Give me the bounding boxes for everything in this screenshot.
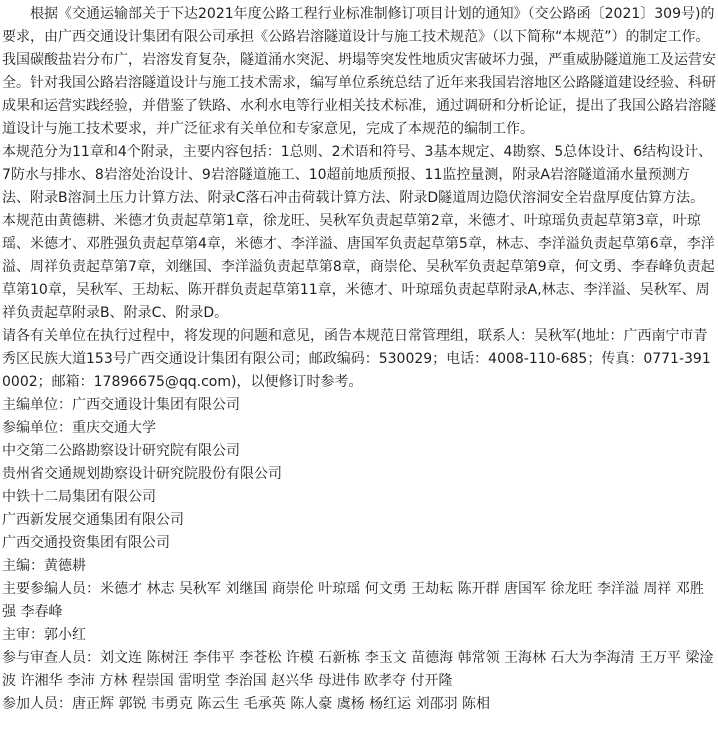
participating-unit-line-2: 中交第二公路勘察设计研究院有限公司: [2, 443, 240, 459]
participating-unit-line-6: 广西交通投资集团有限公司: [2, 535, 170, 551]
paragraph-feedback-contact: 请各有关单位在执行过程中，将发现的问题和意见，函告本规范日常管理组，联系人：吴秋军(地址：广西南宁市青秀区民族大道153号广西交通设计集团有限公司；邮政编码：530029；电话：4008-110-685；传真：0771-3910002；邮箱：17896675@qq.com)，以便修订时参考。: [2, 328, 711, 390]
participating-unit-line-4: 中铁十二局集团有限公司: [2, 489, 156, 505]
paragraph-contents-overview: 本规范分为11章和4个附录，主要内容包括：1总则、2术语和符号、3基本规定、4勘察、5总体设计、6结构设计、7防水与排水、8岩溶处治设计、9岩溶隧道施工、10超前地质预报、11监控量测，附录A岩溶隧道涌水量预测方法、附录B溶洞土压力计算方法、附录C落石冲击荷载计算方法、附录D隧道周边隐伏溶洞安全岩盘厚度估算方法。: [2, 144, 713, 206]
participating-unit-line-3: 贵州省交通规划勘察设计研究院股份有限公司: [2, 466, 282, 482]
review-participants-line: 参与审查人员：刘文连 陈树汪 李伟平 李苍松 许模 石新栋 李玉文 苗德海 韩常领 王海林 石大为李海清 王万平 梁淦波 许湘华 李沛 方林 程崇国 雷明堂 李治国 赵兴华 母进伟 欧孝夺 付开隆: [2, 650, 714, 689]
attendees-line: 参加人员：唐正辉 郭锐 韦勇克 陈云生 毛承英 陈人豪 虞杨 杨红运 刘邵羽 陈相: [2, 696, 491, 712]
chief-reviewer-line: 主审：郭小红: [2, 627, 86, 643]
main-participants-line: 主要参编人员：米德才 林志 吴秋军 刘继国 商崇伦 叶琼瑶 何文勇 王劫耘 陈开群 唐国军 徐龙旺 李洋溢 周祥 邓胜强 李春峰: [2, 581, 704, 620]
paragraph-background: 我国碳酸盐岩分布广，岩溶发育复杂，隧道涌水突泥、坍塌等突发性地质灾害破坏力强，严重威胁隧道施工及运营安全。针对我国公路岩溶隧道设计与施工技术需求，编写单位系统总结了近年来我国岩溶地区公路隧道建设经验、科研成果和运营实践经验，并借鉴了铁路、水利水电等行业相关技术标准，通过调研和分析论证，提出了我国公路岩溶隧道设计与施工技术要求，并广泛征求有关单位和专家意见，完成了本规范的编制工作。: [2, 52, 716, 137]
chief-editor-line: 主编：黄德耕: [2, 558, 86, 574]
participating-unit-line-1: 参编单位：重庆交通大学: [2, 420, 156, 436]
paragraph-intro: 根据《交通运输部关于下达2021年度公路工程行业标准制修订项目计划的通知》（交公路函〔2021〕309号)的要求，由广西交通设计集团有限公司承担《公路岩溶隧道设计与施工技术规范》（以下简称“本规范”）的制定工作。: [2, 6, 715, 45]
paragraph-chapter-drafting: 本规范由黄德耕、米德才负责起草第1章，徐龙旺、吴秋军负责起草第2章，米德才、叶琼瑶负责起草第3章，叶琼瑶、米德才、邓胜强负责起草第4章，米德才、李洋溢、唐国军负责起草第5章，林志、李洋溢负责起草第6章，李洋溢、周祥负责起草第7章，刘继国、李洋溢负责起草第8章，商崇伦、吴秋军负责起草第9章，何文勇、李春峰负责起草第10章，吴秋军、王劫耘、陈开群负责起草第11章，米德才、叶琼瑶负责起草附录A,林志、李洋溢、吴秋军、周祥负责起草附录B、附录C、附录D。: [2, 213, 715, 321]
participating-unit-line-5: 广西新发展交通集团有限公司: [2, 512, 184, 528]
chief-editing-unit-line: 主编单位：广西交通设计集团有限公司: [2, 397, 240, 413]
